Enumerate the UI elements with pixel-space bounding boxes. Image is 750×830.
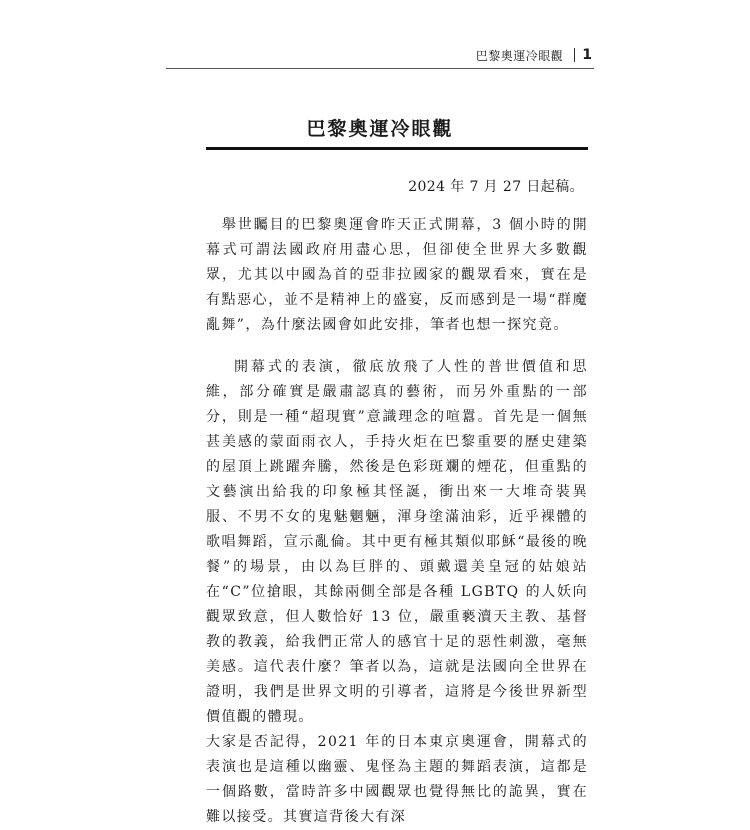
page-number: 1 [582,47,592,63]
running-header [420,44,592,66]
date-line: 2024 年 7 月 27 日起稿。 [408,179,584,195]
paragraph-2: 開幕式的表演，徹底放飛了人性的普世價值和思維，部分確實是嚴肅認真的藝術，而另外重點的一部分，則是一種“超現實”意識理念的喧囂。首先是一個無甚美感的蒙面雨衣人，手持火炬在巴黎重要的歷史建築的屋頂上跳躍奔騰，然後是色彩斑斕的煙花，但重點的文藝演出給我的印象極其怪誕，衝出來一大堆奇裝異服、不男不女的鬼魅魍魎，渾身塗滿油彩，近乎裸體的歌唱舞蹈，宣示亂倫。其中更有極其類似耶穌“最後的晚餐”的場景，由以為巨胖的、頭戴還美皇冠的姑娘站在“C”位搶眼，其餘兩側全部是各種 LGBTQ 的人妖向觀眾致意，但人數恰好 13 位，嚴重褻瀆天主教、基督教的教義，給我們正常人的感官十足的惡性刺激，毫無美感。這代表什麼？筆者以為，這就是法國向全世界在證明，我們是世界文明的引導者，這將是今後世界新型價值觀的體現。 [206,359,588,725]
body-text [206,213,588,830]
running-header-divider [574,48,575,62]
chapter-title: 巴黎奧運冷眼觀 [306,118,454,140]
title-rule [206,147,588,150]
paragraph-3: 大家是否記得，2021 年的日本東京奧運會，開幕式的表演也是這種以幽靈、鬼怪為主題的舞蹈表演，這都是一個路數，當時許多中國觀眾也覺得無比的詭異，實在難以接受。其實這背後大有深 [206,734,588,825]
running-header-title: 巴黎奧運冷眼觀 [475,48,564,63]
header-rule [166,68,594,69]
paragraph-1: 舉世矚目的巴黎奧運會昨天正式開幕，3 個小時的開幕式可謂法國政府用盡心思，但卻使全世界大多數觀眾，尤其以中國為首的亞非拉國家的觀眾看來，實在是有點惡心，並不是精神上的盛宴，反而感到是一場“群魔亂舞”，為什麼法國會如此安排，筆者也想一探究竟。 [206,217,588,333]
